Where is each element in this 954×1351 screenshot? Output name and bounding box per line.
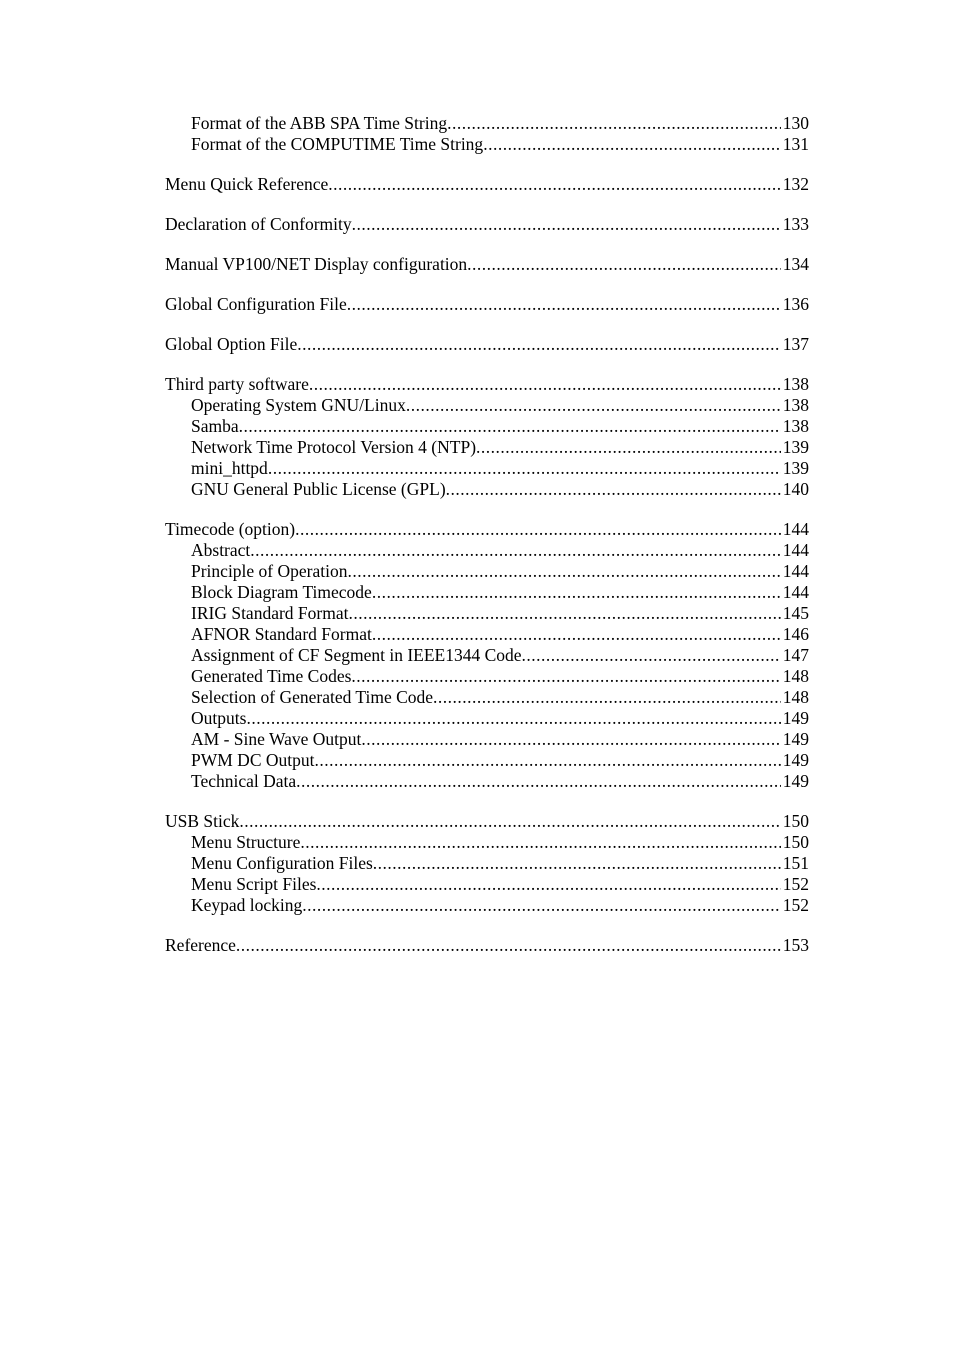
toc-subentry[interactable] [165, 771, 809, 792]
dot-leader [351, 666, 780, 687]
toc-subentry[interactable] [165, 645, 809, 666]
dot-leader [446, 479, 781, 500]
toc-entry-page-number: 149 [782, 708, 809, 728]
toc-entry-title: Block Diagram Timecode [191, 582, 372, 602]
toc-entry-page-number: 130 [782, 113, 809, 133]
toc-entry-page-number: 139 [782, 437, 809, 457]
toc-entry-page-number: 144 [782, 540, 809, 560]
toc-entry-title: mini_httpd [191, 458, 268, 478]
toc-entry-title: Samba [191, 416, 239, 436]
toc-subentry[interactable] [165, 540, 809, 561]
dot-leader [239, 811, 780, 832]
toc-entry-page-number: 138 [782, 395, 809, 415]
table-of-contents [165, 113, 809, 975]
toc-entry-page-number: 134 [782, 254, 809, 274]
dot-leader [347, 561, 780, 582]
toc-entry[interactable] [165, 374, 809, 395]
toc-entry-title: Abstract [191, 540, 251, 560]
toc-subentry[interactable] [165, 437, 809, 458]
toc-subentry[interactable] [165, 582, 809, 603]
dot-leader [467, 254, 781, 275]
toc-group [165, 334, 809, 355]
toc-entry-page-number: 132 [782, 174, 809, 194]
toc-entry-title: Reference [165, 935, 236, 955]
toc-entry-title: AM - Sine Wave Output [191, 729, 362, 749]
toc-group [165, 214, 809, 235]
toc-entry-title: IRIG Standard Format [191, 603, 349, 623]
toc-entry-title: Outputs [191, 708, 247, 728]
dot-leader [483, 134, 781, 155]
dot-leader [296, 771, 781, 792]
dot-leader [297, 334, 781, 355]
dot-leader [268, 458, 781, 479]
toc-entry-page-number: 147 [782, 645, 809, 665]
toc-entry-title: GNU General Public License (GPL) [191, 479, 446, 499]
toc-entry-page-number: 149 [782, 771, 809, 791]
dot-leader [433, 687, 781, 708]
toc-entry[interactable] [165, 811, 809, 832]
toc-entry-page-number: 153 [782, 935, 809, 955]
dot-leader [236, 935, 781, 956]
toc-entry-title: Menu Structure [191, 832, 301, 852]
toc-subentry[interactable] [165, 687, 809, 708]
toc-subentry[interactable] [165, 895, 809, 916]
toc-subentry[interactable] [165, 729, 809, 750]
toc-entry-title: Principle of Operation [191, 561, 348, 581]
dot-leader [406, 395, 781, 416]
dot-leader [348, 603, 780, 624]
toc-entry-title: Menu Quick Reference [165, 174, 329, 194]
toc-entry-title: Third party software [165, 374, 309, 394]
toc-subentry[interactable] [165, 113, 809, 134]
toc-entry-page-number: 137 [782, 334, 809, 354]
toc-entry-title: Declaration of Conformity [165, 214, 352, 234]
toc-entry-title: Global Option File [165, 334, 298, 354]
toc-entry-title: Operating System GNU/Linux [191, 395, 406, 415]
toc-entry-page-number: 140 [782, 479, 809, 499]
toc-entry-page-number: 138 [782, 416, 809, 436]
toc-subentry[interactable] [165, 479, 809, 500]
toc-entry-page-number: 148 [782, 666, 809, 686]
toc-group [165, 374, 809, 500]
toc-entry-page-number: 151 [782, 853, 809, 873]
toc-entry-title: Selection of Generated Time Code [191, 687, 434, 707]
dot-leader [373, 853, 781, 874]
toc-entry-page-number: 138 [782, 374, 809, 394]
toc-entry-title: Timecode (option) [165, 519, 296, 539]
dot-leader [309, 374, 781, 395]
toc-entry-page-number: 150 [782, 832, 809, 852]
toc-subentry[interactable] [165, 666, 809, 687]
toc-subentry[interactable] [165, 395, 809, 416]
toc-subentry[interactable] [165, 603, 809, 624]
toc-entry-title: Format of the ABB SPA Time String [191, 113, 448, 133]
toc-subentry[interactable] [165, 458, 809, 479]
toc-group [165, 113, 809, 155]
dot-leader [361, 729, 780, 750]
toc-entry-title: Manual VP100/NET Display configuration [165, 254, 468, 274]
toc-subentry[interactable] [165, 624, 809, 645]
toc-entry[interactable] [165, 214, 809, 235]
toc-subentry[interactable] [165, 750, 809, 771]
dot-leader [447, 113, 781, 134]
toc-entry-title: Global Configuration File [165, 294, 347, 314]
toc-entry[interactable] [165, 254, 809, 275]
toc-entry-page-number: 150 [782, 811, 809, 831]
dot-leader [300, 832, 780, 853]
toc-entry-title: Network Time Protocol Version 4 (NTP) [191, 437, 477, 457]
toc-entry-page-number: 131 [782, 134, 809, 154]
dot-leader [314, 750, 780, 771]
dot-leader [347, 294, 781, 315]
toc-entry-title: Menu Configuration Files [191, 853, 373, 873]
toc-group [165, 254, 809, 275]
dot-leader [352, 214, 781, 235]
toc-entry-page-number: 148 [782, 687, 809, 707]
toc-entry-page-number: 144 [782, 519, 809, 539]
toc-subentry[interactable] [165, 708, 809, 729]
toc-group [165, 519, 809, 792]
dot-leader [250, 540, 780, 561]
toc-entry[interactable] [165, 174, 809, 195]
toc-subentry[interactable] [165, 853, 809, 874]
toc-group [165, 174, 809, 195]
toc-entry-page-number: 146 [782, 624, 809, 644]
toc-entry-title: USB Stick [165, 811, 240, 831]
toc-entry[interactable] [165, 294, 809, 315]
dot-leader [316, 874, 780, 895]
toc-subentry[interactable] [165, 874, 809, 895]
toc-entry-title: PWM DC Output [191, 750, 315, 770]
dot-leader [328, 174, 780, 195]
toc-entry-page-number: 149 [782, 729, 809, 749]
toc-entry-page-number: 133 [782, 214, 809, 234]
toc-entry-page-number: 152 [782, 874, 809, 894]
toc-entry-page-number: 149 [782, 750, 809, 770]
toc-entry-page-number: 152 [782, 895, 809, 915]
toc-group [165, 294, 809, 315]
toc-entry-title: Format of the COMPUTIME Time String [191, 134, 484, 154]
dot-leader [372, 624, 781, 645]
toc-group [165, 935, 809, 956]
toc-entry-title: Technical Data [191, 771, 297, 791]
dot-leader [522, 645, 781, 666]
toc-entry-title: Generated Time Codes [191, 666, 352, 686]
toc-entry[interactable] [165, 519, 809, 540]
toc-group [165, 811, 809, 916]
dot-leader [239, 416, 781, 437]
dot-leader [295, 519, 781, 540]
toc-entry-title: Menu Script Files [191, 874, 317, 894]
dot-leader [302, 895, 780, 916]
toc-subentry[interactable] [165, 134, 809, 155]
dot-leader [476, 437, 781, 458]
toc-entry-page-number: 139 [782, 458, 809, 478]
toc-subentry[interactable] [165, 416, 809, 437]
toc-entry-page-number: 144 [782, 582, 809, 602]
toc-entry-title: Keypad locking [191, 895, 303, 915]
toc-entry-page-number: 145 [782, 603, 809, 623]
toc-subentry[interactable] [165, 561, 809, 582]
toc-entry-page-number: 136 [782, 294, 809, 314]
toc-entry-page-number: 144 [782, 561, 809, 581]
dot-leader [246, 708, 780, 729]
toc-entry-title: Assignment of CF Segment in IEEE1344 Code [191, 645, 522, 665]
toc-entry-title: AFNOR Standard Format [191, 624, 372, 644]
toc-entry[interactable] [165, 334, 809, 355]
toc-subentry[interactable] [165, 832, 809, 853]
toc-entry[interactable] [165, 935, 809, 956]
dot-leader [372, 582, 781, 603]
